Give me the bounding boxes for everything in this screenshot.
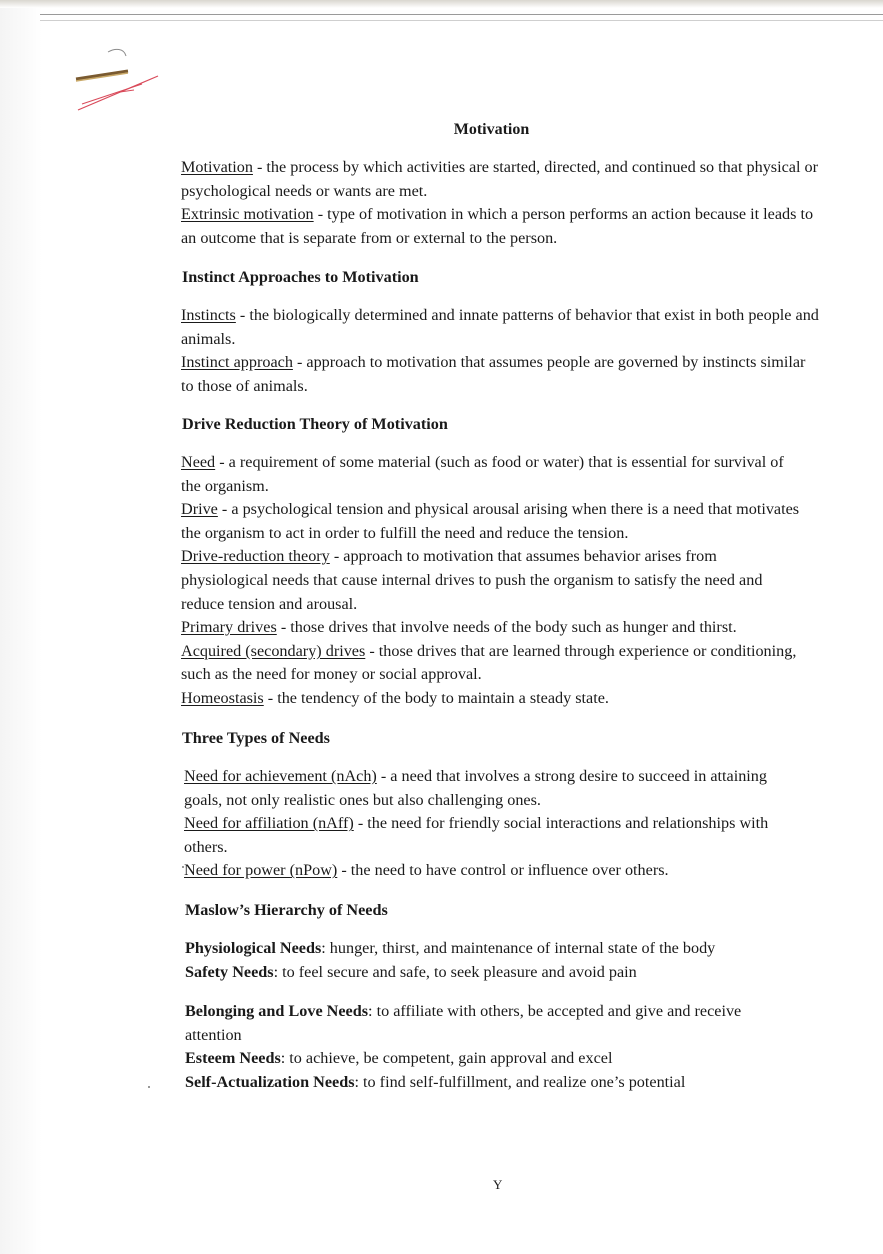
definition [181, 498, 806, 545]
term: Instincts [181, 306, 236, 324]
definition-text: - the need for friendly social interactions and relationships with others. [184, 814, 769, 856]
definition [184, 765, 809, 812]
instinct-definitions [181, 304, 821, 398]
need-name: Physiological Needs [185, 939, 322, 957]
section-heading: Three Types of Needs [182, 729, 330, 747]
definition [184, 812, 809, 859]
definition-text: - the need to have control or influence over others. [337, 861, 669, 880]
intro-definitions [181, 156, 821, 250]
definition-text: - the tendency of the body to maintain a steady state. [263, 688, 609, 707]
need-text: : to achieve, be competent, gain approval and excel [280, 1049, 613, 1068]
definition [181, 687, 806, 711]
term: Need [181, 453, 216, 471]
definition [181, 351, 821, 398]
scan-edge-line [40, 20, 883, 21]
term: Instinct approach [181, 353, 293, 372]
definition-text: - those drives that involve needs of the body such as hunger and thirst. [276, 618, 737, 637]
section-heading: Maslow’s Hierarchy of Needs [185, 901, 388, 919]
need-name: Safety Needs [185, 962, 274, 981]
term: Extrinsic motivation [181, 205, 314, 224]
maslow-group-higher [185, 1000, 775, 1094]
need-line [185, 1000, 775, 1047]
definition [184, 859, 809, 883]
need-text: : to find self-fulfillment, and realize one’s potential [354, 1072, 686, 1091]
term: Drive-reduction theory [181, 547, 330, 566]
term: Acquired (secondary) drives [181, 641, 366, 660]
term: Drive [181, 500, 218, 519]
definition-text: - the process by which activities are started, directed, and continued so that physical or psychological needs or wants are met. [181, 158, 818, 200]
term: Homeostasis [181, 688, 264, 707]
scan-speck [148, 1086, 150, 1088]
need-name: Esteem Needs [185, 1049, 281, 1068]
need-name: Self-Actualization Needs [185, 1072, 355, 1091]
scan-speck [182, 866, 184, 868]
definition-text: - approach to motivation that assumes people are governed by instincts similar to those of animals. [181, 353, 806, 395]
page-number: Y [493, 1177, 503, 1192]
maslow-group-basic [185, 937, 795, 984]
need-text: : to affiliate with others, be accepted and give and receive attention [185, 1002, 742, 1044]
need-text: : to feel secure and safe, to seek pleasure and avoid pain [273, 962, 637, 981]
drive-definitions [181, 451, 806, 711]
need-name: Belonging and Love Needs [185, 1002, 369, 1020]
term: Need for affiliation (nAff) [184, 814, 354, 833]
definition [181, 640, 806, 687]
scan-edge-line [40, 14, 883, 15]
definition-text: - the biologically determined and innate patterns of behavior that exist in both people and animals. [181, 306, 819, 348]
page-title: Motivation [453, 121, 530, 138]
need-line [185, 961, 795, 985]
needs-definitions [184, 765, 809, 883]
definition-text: - type of motivation in which a person performs an action because it leads to an outcome that is separate from or external to the person. [181, 205, 814, 247]
need-line [185, 937, 795, 961]
definition [181, 156, 821, 203]
definition-text: - a psychological tension and physical arousal arising when there is a need that motivates the organism to act in order to fulfill the need and reduce the tension. [181, 500, 800, 542]
scan-edge [0, 0, 883, 8]
definition [181, 616, 806, 640]
term: Primary drives [181, 618, 277, 637]
definition [181, 545, 806, 616]
definition-text: - a requirement of some material (such as food or water) that is essential for survival of the organism. [181, 453, 784, 495]
definition [181, 304, 821, 351]
definition [181, 203, 821, 250]
term: Need for power (nPow) [184, 861, 338, 880]
staple-and-pen-mark [60, 30, 180, 130]
need-line [185, 1071, 775, 1095]
term: Motivation [181, 158, 253, 176]
section-heading: Drive Reduction Theory of Motivation [182, 415, 448, 433]
need-line [185, 1047, 775, 1071]
term: Need for achievement (nAch) [184, 767, 377, 785]
definition [181, 451, 806, 498]
scan-shadow [0, 0, 42, 1254]
definition-text: - a need that involves a strong desire to succeed in attaining goals, not only realistic ones but also challenging ones. [184, 767, 767, 809]
section-heading: Instinct Approaches to Motivation [182, 268, 419, 286]
definition-text: - approach to motivation that assumes behavior arises from physiological needs that cause internal drives to push the organism to satisfy the need and reduce tension and arousal. [181, 547, 763, 613]
definition-text: - those drives that are learned through experience or conditioning, such as the need for money or social approval. [181, 641, 797, 684]
need-text: : hunger, thirst, and maintenance of internal state of the body [321, 939, 716, 957]
